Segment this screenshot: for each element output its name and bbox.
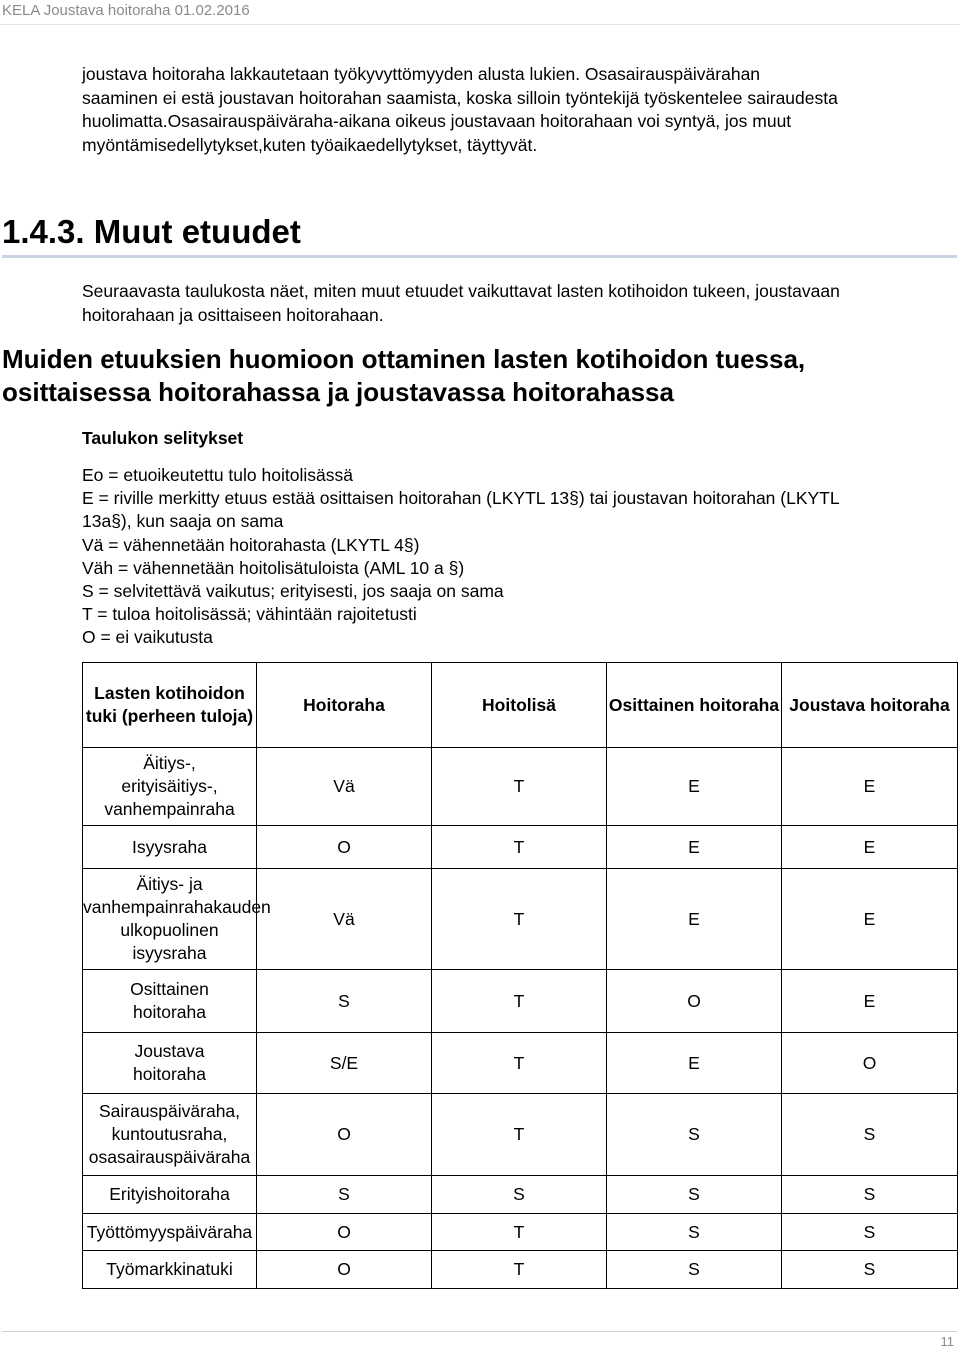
row-label: Työttömyyspäiväraha — [83, 1214, 257, 1251]
table-cell: S — [257, 970, 432, 1033]
section-heading: 1.4.3. Muut etuudet — [2, 213, 301, 250]
table-cell: S — [607, 1214, 782, 1251]
table-cell: E — [782, 826, 958, 869]
row-label: Isyysraha — [83, 826, 257, 869]
section-paragraph — [82, 280, 952, 327]
table-cell: S — [782, 1176, 958, 1214]
table-cell: E — [782, 970, 958, 1033]
table-cell: T — [432, 1251, 607, 1289]
table-cell: S — [432, 1176, 607, 1214]
legend-item: 13a§), kun saaja on sama — [82, 511, 284, 532]
table-cell: E — [607, 1033, 782, 1094]
table-cell: S — [257, 1176, 432, 1214]
table-cell: E — [782, 869, 958, 970]
table-row — [83, 1033, 958, 1094]
section-heading-rule — [2, 255, 957, 258]
table-cell: E — [782, 748, 958, 826]
intro-line: joustava hoitoraha lakkautetaan työkyvyttömyyden alusta lukien. Osasairauspäivärahan — [82, 64, 761, 84]
table-cell: O — [257, 1251, 432, 1289]
table-cell: S — [782, 1214, 958, 1251]
running-header — [0, 0, 960, 25]
table-cell: E — [607, 748, 782, 826]
table-cell: T — [432, 869, 607, 970]
legend-item: E = riville merkitty etuus estää osittaisen hoitorahan (LKYTL 13§) tai joustavan hoitorahan (LKYTL — [82, 488, 840, 509]
row-label: Äitiys-, erityisäitiys-, vanhempainraha — [83, 748, 257, 826]
legend-list — [82, 464, 952, 650]
table-cell: T — [432, 1033, 607, 1094]
table-row — [83, 748, 958, 826]
table-cell: T — [432, 1094, 607, 1176]
intro-line: saaminen ei estä joustavan hoitorahan saamista, koska silloin työntekijä työskentelee sairaudesta — [82, 87, 838, 108]
table-cell: T — [432, 1214, 607, 1251]
legend-item: Vä = vähennetään hoitorahasta (LKYTL 4§) — [82, 534, 420, 555]
page-number: 11 — [940, 1334, 954, 1349]
legend-item: O = ei vaikutusta — [82, 627, 213, 648]
row-label: Sairauspäiväraha, kuntoutusraha, osasairauspäiväraha — [83, 1094, 257, 1176]
document-header-title: KELA Joustava hoitoraha 01.02.2016 — [2, 2, 250, 19]
row-label: Osittainen hoitoraha — [83, 970, 257, 1033]
intro-paragraph — [82, 63, 942, 157]
row-label: Joustava hoitoraha — [83, 1033, 257, 1094]
legend-item: T = tuloa hoitolisässä; vähintään rajoitetusti — [82, 604, 417, 625]
footer-rule — [2, 1331, 957, 1332]
table-row — [83, 869, 958, 970]
table-row — [83, 826, 958, 869]
table-cell: O — [257, 1094, 432, 1176]
table-row — [83, 1214, 958, 1251]
table-cell: Vä — [257, 748, 432, 826]
table-heading-line: Muiden etuuksien huomioon ottaminen lasten kotihoidon tuessa, — [2, 344, 806, 374]
table-cell: S/E — [257, 1033, 432, 1094]
row-label: Äitiys- ja vanhempainrahakauden ulkopuolinen isyysraha — [83, 869, 257, 970]
table-cell: E — [607, 869, 782, 970]
table-cell: O — [257, 1214, 432, 1251]
intro-line: myöntämisedellytykset,kuten työaikaedellytykset, täyttyvät. — [82, 134, 538, 155]
table-cell: T — [432, 970, 607, 1033]
column-header-hoitolisa: Hoitolisä — [432, 663, 607, 748]
table-heading-line: osittaisessa hoitorahassa ja joustavassa hoitorahassa — [2, 377, 674, 407]
table-cell: O — [257, 826, 432, 869]
table-cell: S — [607, 1176, 782, 1214]
intro-line: huolimatta.Osasairauspäiväraha-aikana oikeus joustavaan hoitorahaan voi syntyä, jos muut — [82, 111, 792, 131]
table-cell: T — [432, 748, 607, 826]
table-cell: S — [782, 1094, 958, 1176]
legend-title: Taulukon selitykset — [82, 428, 244, 448]
column-header-hoitoraha: Hoitoraha — [257, 663, 432, 748]
benefits-table — [82, 662, 958, 1289]
table-heading — [2, 343, 932, 409]
table-cell: Vä — [257, 869, 432, 970]
column-header-osittainen-hoitoraha: Osittainen hoitoraha — [607, 663, 782, 748]
table-cell: S — [782, 1251, 958, 1289]
table-cell: O — [607, 970, 782, 1033]
row-label: Erityishoitoraha — [83, 1176, 257, 1214]
legend-item: Väh = vähennetään hoitolisätuloista (AML 10 a §) — [82, 557, 465, 578]
legend-item: Eo = etuoikeutettu tulo hoitolisässä — [82, 465, 353, 485]
table-row — [83, 970, 958, 1033]
table-row — [83, 1251, 958, 1289]
table-cell: E — [607, 826, 782, 869]
legend-item: S = selvitettävä vaikutus; erityisesti, jos saaja on sama — [82, 581, 504, 602]
table-row — [83, 1094, 958, 1176]
table-cell: O — [782, 1033, 958, 1094]
table-cell: S — [607, 1094, 782, 1176]
column-header-lasten-kotihoidon-tuki: Lasten kotihoidon tuki (perheen tuloja) — [83, 663, 257, 748]
section-paragraph-line: hoitorahaan ja osittaiseen hoitorahaan. — [82, 304, 384, 325]
row-label: Työmarkkinatuki — [83, 1251, 257, 1289]
table-cell: T — [432, 826, 607, 869]
table-row — [83, 1176, 958, 1214]
column-header-joustava-hoitoraha: Joustava hoitoraha — [782, 663, 958, 748]
section-paragraph-line: Seuraavasta taulukosta näet, miten muut etuudet vaikuttavat lasten kotihoidon tukeen, joustavaan — [82, 281, 840, 301]
table-cell: S — [607, 1251, 782, 1289]
table-header-row — [83, 663, 958, 748]
